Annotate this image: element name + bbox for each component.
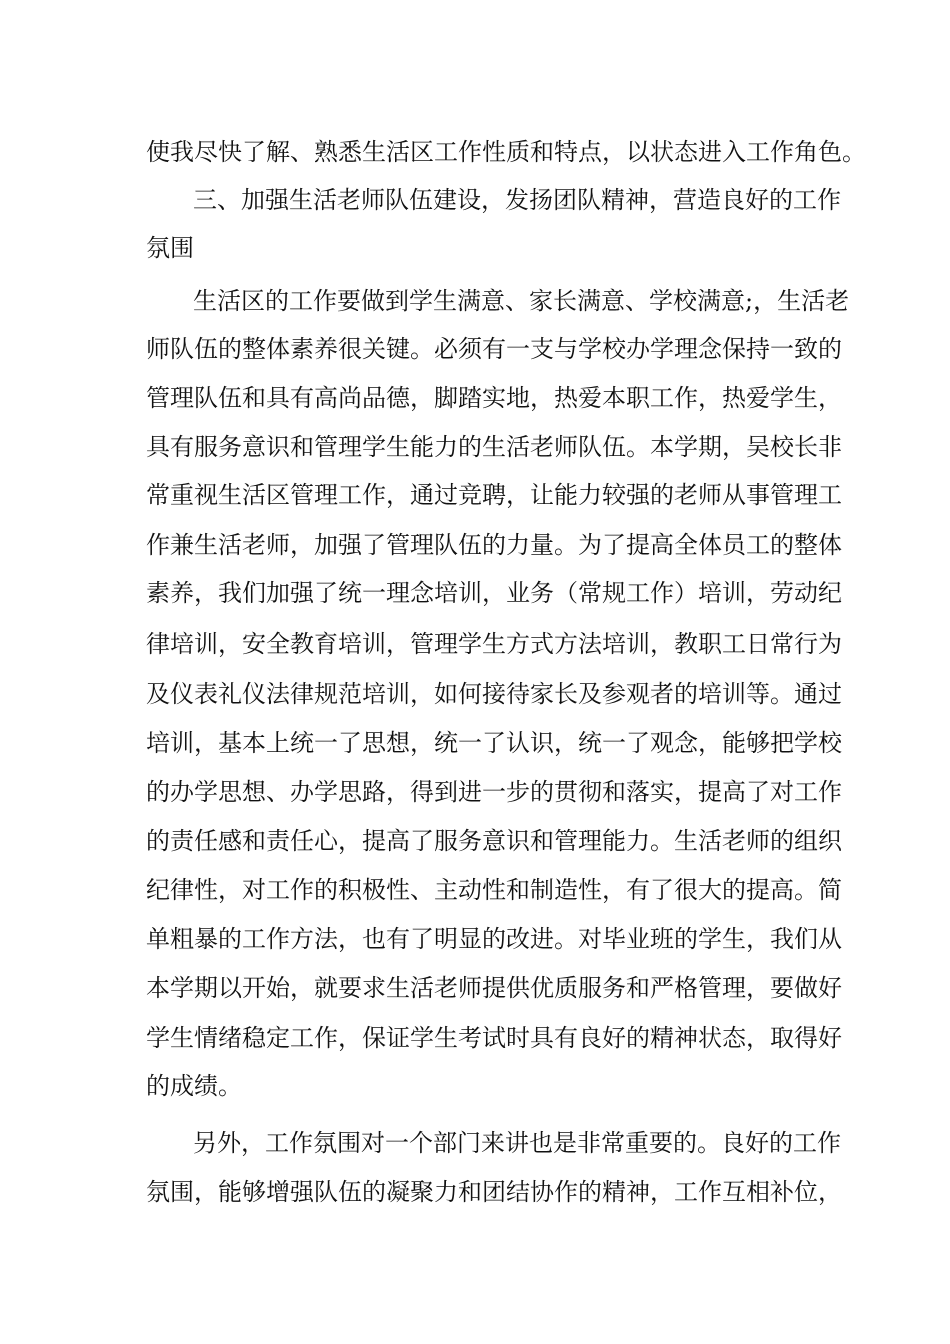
text-line: 学生情绪稳定工作，保证学生考试时具有良好的精神状态，取得好	[146, 1024, 842, 1052]
text-line: 具有服务意识和管理学生能力的生活老师队伍。本学期，吴校长非	[146, 433, 842, 461]
text-line: 单粗暴的工作方法，也有了明显的改进。对毕业班的学生，我们从	[146, 925, 842, 953]
text-line: 素养，我们加强了统一理念培训，业务（常规工作）培训，劳动纪	[146, 579, 842, 607]
text-line: 生活区的工作要做到学生满意、家长满意、学校满意;，生活老	[193, 287, 850, 315]
text-line: 本学期以开始，就要求生活老师提供优质服务和严格管理，要做好	[146, 974, 842, 1002]
text-line: 律培训，安全教育培训，管理学生方式方法培训，教职工日常行为	[146, 630, 842, 658]
section-heading-line: 氛围	[146, 234, 194, 262]
text-line: 作兼生活老师，加强了管理队伍的力量。为了提高全体员工的整体	[146, 531, 842, 559]
text-line: 及仪表礼仪法律规范培训，如何接待家长及参观者的培训等。通过	[146, 680, 842, 708]
text-line: 氛围，能够增强队伍的凝聚力和团结协作的精神，工作互相补位，	[146, 1178, 842, 1206]
text-line: 纪律性，对工作的积极性、主动性和制造性，有了很大的提高。简	[146, 876, 842, 904]
text-line: 师队伍的整体素养很关键。必须有一支与学校办学理念保持一致的	[146, 335, 842, 363]
text-line: 管理队伍和具有高尚品德，脚踏实地，热爱本职工作，热爱学生，	[146, 384, 842, 412]
text-line: 使我尽快了解、熟悉生活区工作性质和特点，以状态进入工作角色。	[146, 138, 866, 166]
section-heading-line: 三、加强生活老师队伍建设，发扬团队精神，营造良好的工作	[193, 186, 841, 214]
text-line: 的办学思想、办学思路，得到进一步的贯彻和落实，提高了对工作	[146, 778, 842, 806]
text-line: 常重视生活区管理工作，通过竞聘，让能力较强的老师从事管理工	[146, 481, 842, 509]
text-line: 另外，工作氛围对一个部门来讲也是非常重要的。良好的工作	[193, 1129, 841, 1157]
text-line: 的责任感和责任心，提高了服务意识和管理能力。生活老师的组织	[146, 827, 842, 855]
text-line: 的成绩。	[146, 1072, 242, 1100]
text-line: 培训，基本上统一了思想，统一了认识，统一了观念，能够把学校	[146, 729, 842, 757]
